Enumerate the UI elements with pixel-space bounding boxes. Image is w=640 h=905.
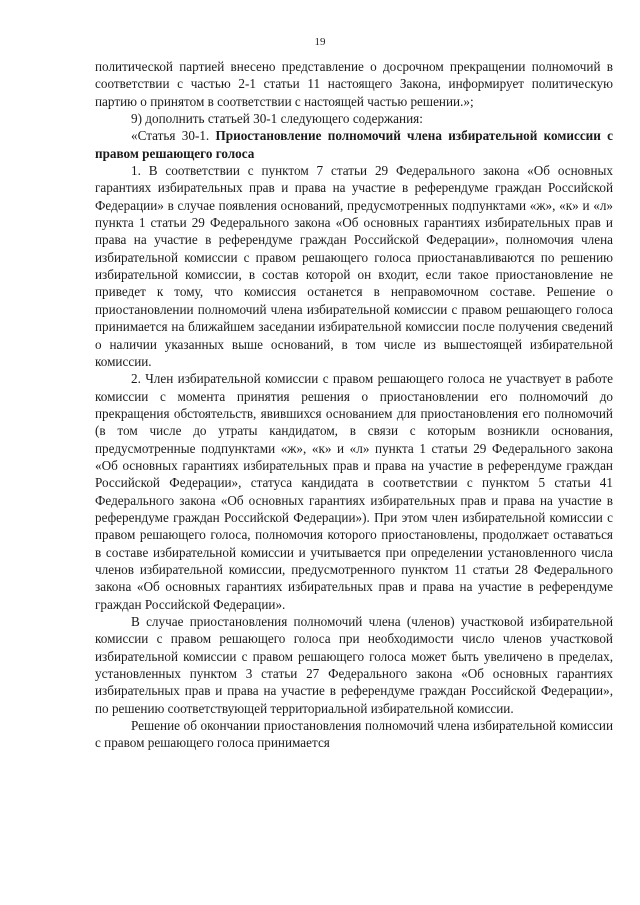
paragraph-precinct-commission: В случае приостановления полномочий члена (членов) участковой избирательной комиссии с правом решающего голоса при необходимости число членов участковой избирательной комиссии с правом решающего голоса может быть увеличено в пределах, установленных пунктом 3 статьи 27 Федерального закона «Об основных гарантиях избирательных прав и права на участие в референдуме граждан Российской Федерации», по решению соответствующей территориальной избирательной комиссии. <box>95 614 613 716</box>
document-body <box>95 58 613 752</box>
paragraph-clause-2: 2. Член избирательной комиссии с правом решающего голоса не участвует в работе комиссии с момента принятия решения о приостановлении его полномочий до прекращения обстоятельств, явившихся основанием для приостановления его полномочий (в том числе до утраты кандидатом, в связи с которым возникли основания, предусмотренные подпунктами «ж», «к» и «л» пункта 1 статьи 29 Федерального закона «Об основных гарантиях избирательных прав и права на участие в референдуме граждан Российской Федерации», статуса кандидата в соответствии с пунктом 5 статьи 41 Федерального закона «Об основных гарантиях избирательных прав и права на участие в референдуме граждан Российской Федерации»). При этом член избирательной комиссии с правом решающего голоса, полномочия которого приостановлены, продолжает оставаться в составе избирательной комиссии и учитывается при определении установленного числа членов избирательной комиссии, предусмотренного пунктом 11 статьи 28 Федерального закона «Об основных гарантиях избирательных прав и права на участие в референдуме граждан Российской Федерации». <box>95 371 613 612</box>
paragraph-decision-end: Решение об окончании приостановления полномочий члена избирательной комиссии с правом решающего голоса принимается <box>95 718 613 751</box>
paragraph-item-9: 9) дополнить статьей 30-1 следующего содержания: <box>131 111 423 127</box>
article-heading <box>95 127 613 162</box>
page-number: 19 <box>314 36 326 48</box>
paragraph-clause-1: 1. В соответствии с пунктом 7 статьи 29 Федерального закона «Об основных гарантиях избирательных прав и права на участие в референдуме граждан Российской Федерации» в случае появления оснований, предусмотренных подпунктами «ж», «к» и «л» пункта 1 статьи 29 Федерального закона «Об основных гарантиях избирательных прав и права на участие в референдуме граждан Российской Федерации», полномочия члена избирательной комиссии с правом решающего голоса приостанавливаются по решению избирательной комиссии, в состав которой он входит, если такое приостановление не приведет к тому, что комиссия останется в неправомочном составе. Решение о приостановлении полномочий члена избирательной комиссии с правом решающего голоса принимается на ближайшем заседании избирательной комиссии после получения сведений о наличии указанных выше оснований, в том числе из вышестоящей избирательной комиссии. <box>95 163 613 369</box>
article-prefix: «Статья 30-1. <box>131 128 216 144</box>
article-title: Приостановление полномочий члена избирательной комиссии с правом решающего голоса <box>95 128 613 161</box>
paragraph-continuation: политической партией внесено представление о досрочном прекращении полномочий в соответствии с частью 2-1 статьи 11 настоящего Закона, информирует политическую партию о принятом в соответствии с настоящей частью решении.»; <box>95 59 613 109</box>
